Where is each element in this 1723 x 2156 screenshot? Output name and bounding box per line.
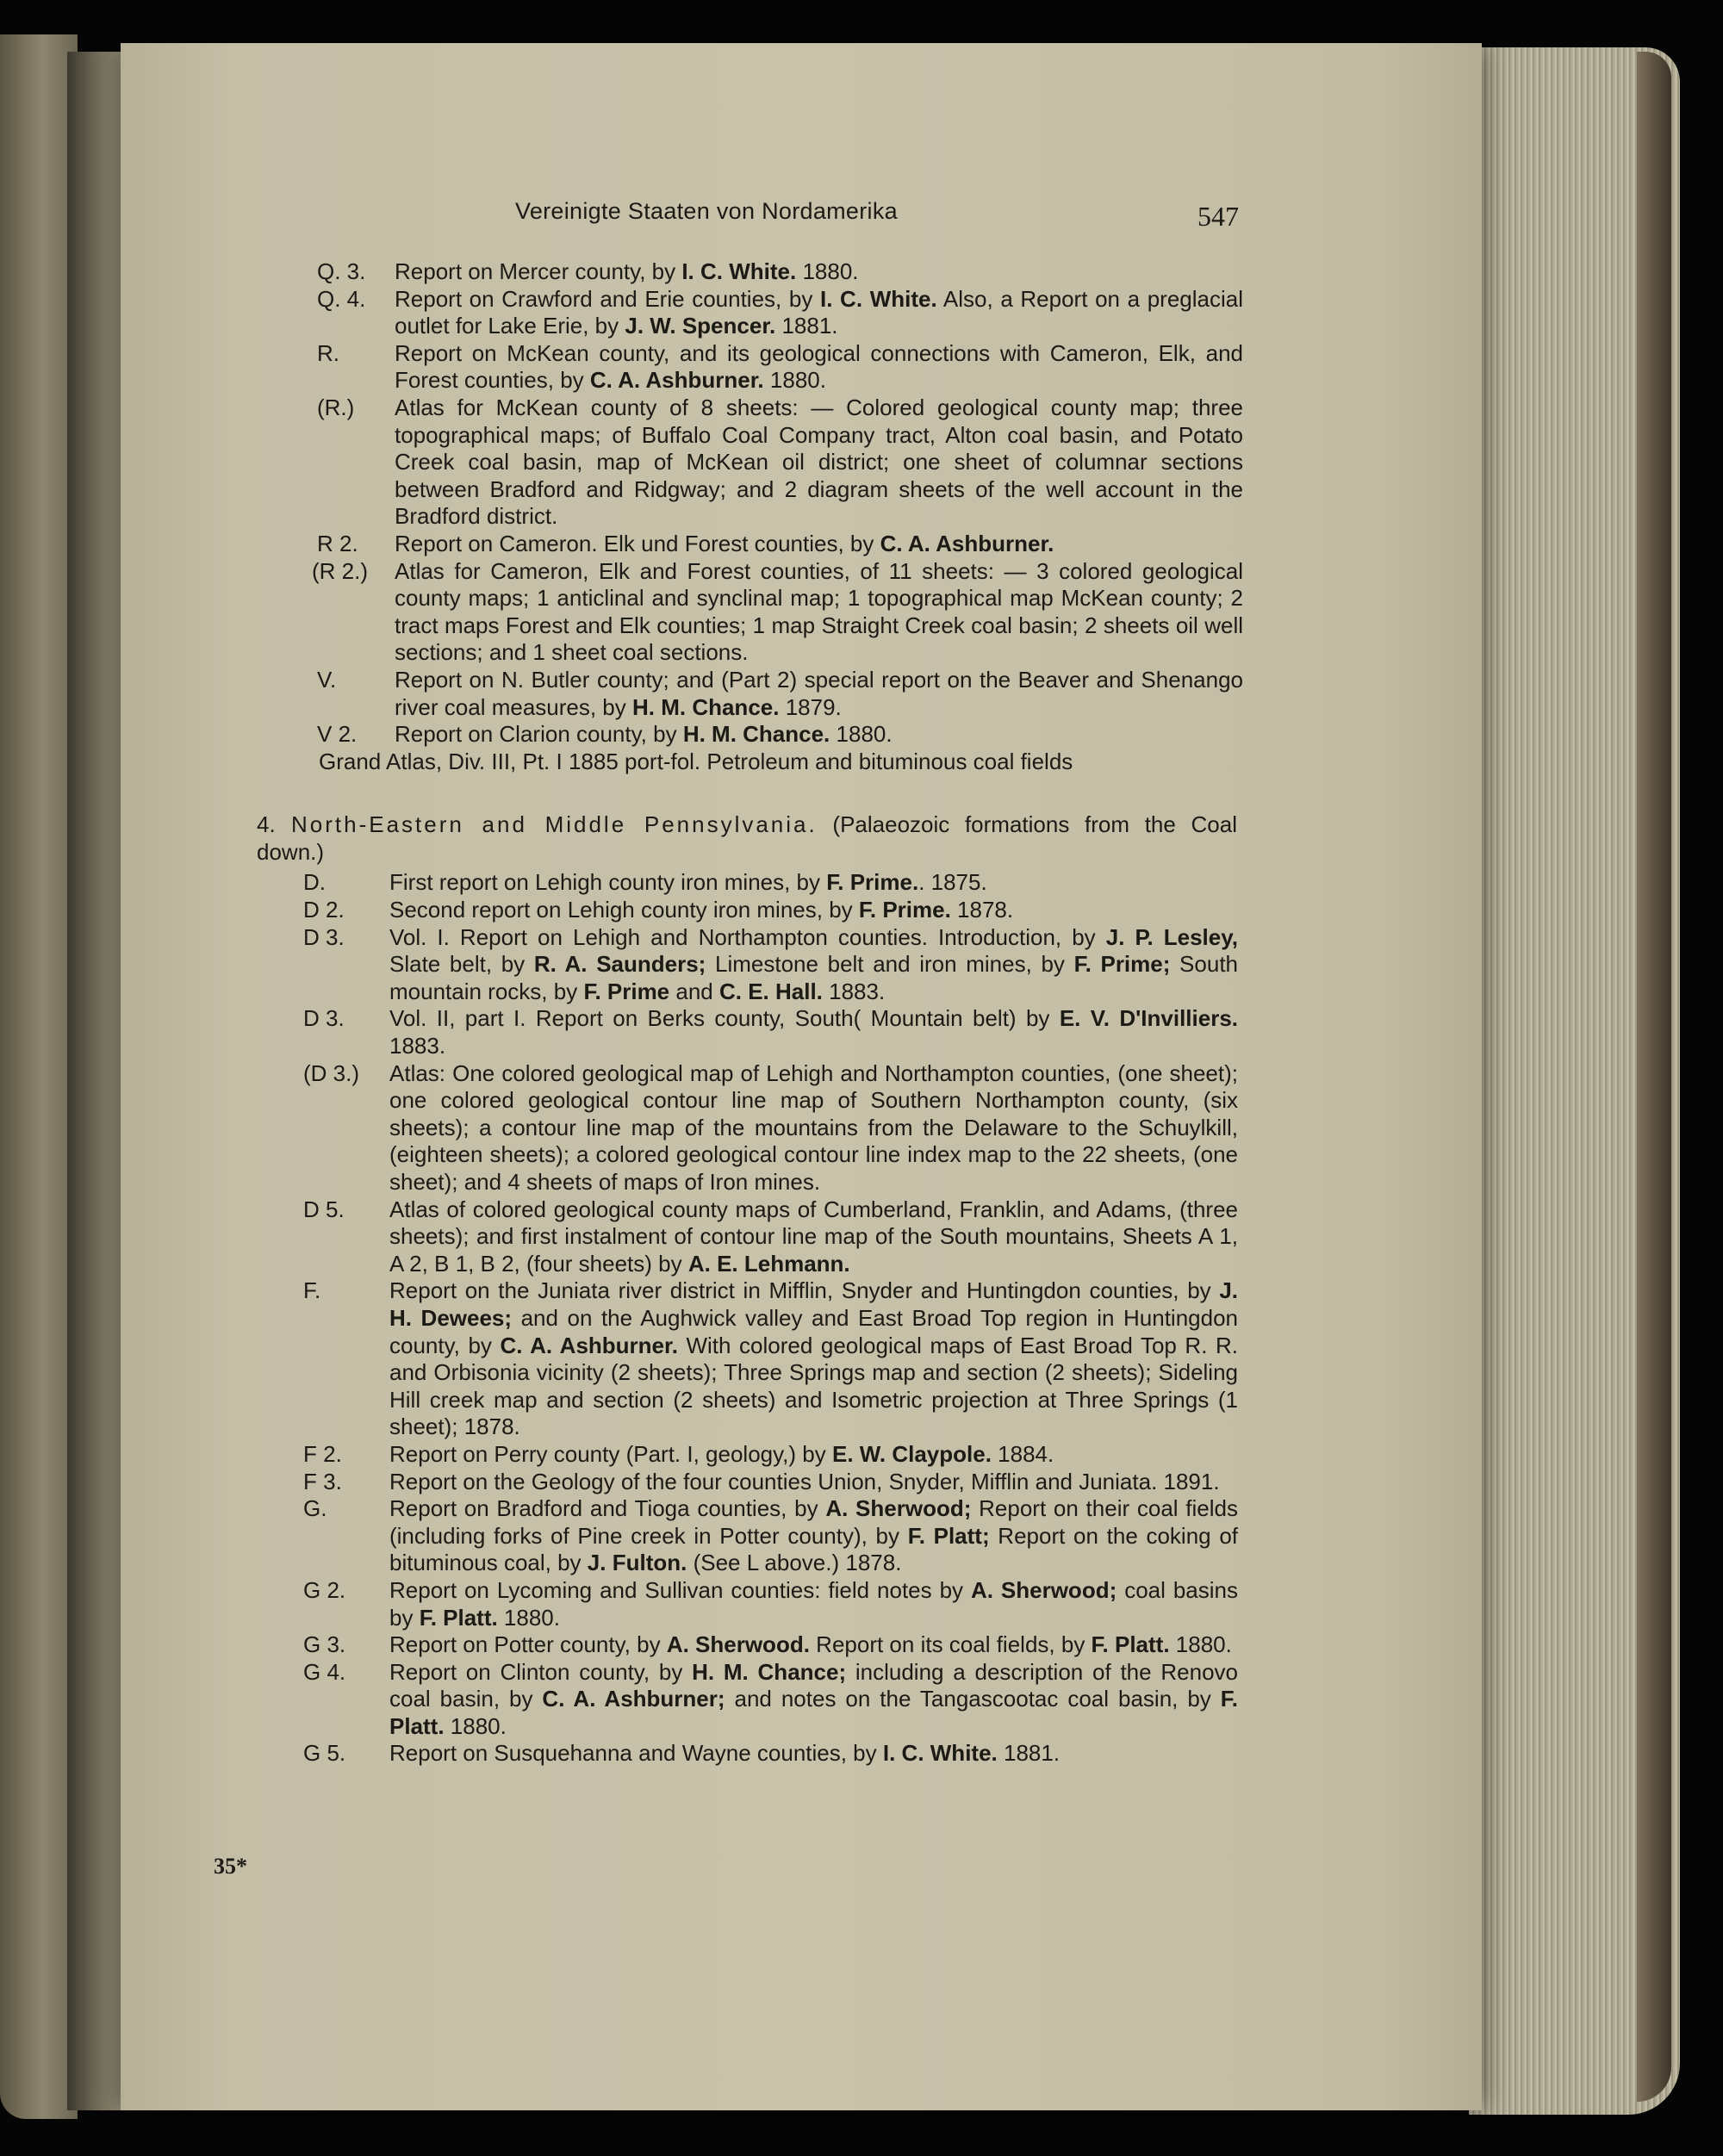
list-item [0, 924, 1258, 1006]
list-item [0, 1005, 1258, 1059]
entry-text: Atlas of colored geological county maps of Cumberland, Franklin, and Adams, (three sheets); and first instalment of contour line map of the South mountains, Sheets A 1, A 2, B 1, B 2, (four sheets) by A. E. Lehmann. [389, 1196, 1238, 1277]
section-title: North-Eastern and Middle Pennsylvania. [291, 811, 818, 838]
entry-text: First report on Lehigh county iron mines, by F. Prime.. 1875. [389, 869, 987, 896]
entry-label: (R 2.) [312, 557, 368, 584]
entry-text: Report on the Geology of the four counties Union, Snyder, Mifflin and Juniata. 1891. [389, 1468, 1220, 1494]
entry-text: Report on Susquehanna and Wayne counties, by I. C. White. 1881. [389, 1740, 1061, 1767]
entry-label: F 2. [303, 1440, 342, 1467]
entry-text: Report on N. Butler county; and (Part 2) special report on the Beaver and Shenango river coal measures, by H. M. Chance. 1879. [395, 666, 1243, 720]
entry-label: (D 3.) [303, 1059, 359, 1086]
section-northeastern-list [0, 869, 1258, 1768]
section-note: (Palaeozoic formations from the Coal down.) [257, 811, 1237, 865]
list-item [0, 1577, 1258, 1631]
entry-text: Report on Perry county (Part. I, geology,) by E. W. Claypole. 1884. [389, 1440, 1054, 1467]
list-item [0, 667, 1258, 721]
entry-label: G 4. [303, 1658, 346, 1685]
entry-label: D. [303, 869, 326, 896]
list-item [0, 1631, 1258, 1659]
list-item [0, 1060, 1258, 1196]
list-item [0, 531, 1258, 558]
entry-label: (R.) [317, 394, 355, 420]
entry-label: G. [303, 1495, 327, 1522]
entry-text: Report on Potter county, by A. Sherwood. Report on its coal fields, by F. Platt. 1880. [389, 1631, 1232, 1658]
list-item [0, 897, 1258, 924]
list-item [0, 258, 1258, 286]
entry-label: D 3. [303, 923, 345, 950]
entry-label: G 5. [303, 1740, 346, 1767]
list-item [0, 1196, 1258, 1278]
entry-label: V. [317, 666, 337, 693]
list-item [0, 1469, 1258, 1496]
list-item [0, 395, 1258, 531]
grand-atlas-line: Grand Atlas, Div. III, Pt. I 1885 port-fol. Petroleum and bituminous coal fields [319, 748, 1073, 774]
list-item [0, 1740, 1258, 1768]
list-item [0, 340, 1258, 395]
entry-text: Report on McKean county, and its geological connections with Cameron, Elk, and Forest counties, by C. A. Ashburner. 1880. [395, 339, 1243, 394]
entry-text: Vol. I. Report on Lehigh and Northampton counties. Introduction, by J. P. Lesley, Slate belt, by R. A. Saunders; Limestone belt and iron mines, by F. Prime; South mountain rocks, by F. Prime and C. E. Hall. 1883. [389, 923, 1239, 1004]
entry-label: D 2. [303, 897, 345, 923]
entry-label: R. [317, 339, 339, 366]
running-title: Vereinigte Staaten von Nordamerika [515, 198, 898, 224]
book-fore-edge [1637, 52, 1671, 2102]
entry-text: Atlas for McKean county of 8 sheets: — Colored geological county map; three topographical maps; of Buffalo Coal Company tract, Alton coal basin, and Potato Creek coal basin, map of McKean oil district; one sheet of columnar sections between Bradford and Ridgway; and 2 diagram sheets of the well account in the Bradford district. [395, 394, 1243, 530]
page-body [0, 258, 1258, 1768]
entry-text: Second report on Lehigh county iron mines, by F. Prime. 1878. [389, 897, 1014, 923]
entry-label: Q. 4. [317, 285, 366, 312]
entry-label: D 3. [303, 1005, 345, 1032]
list-item [0, 1495, 1258, 1577]
entry-text: Report on Bradford and Tioga counties, by A. Sherwood; Report on their coal fields (including forks of Pine creek in Potter county), by F. Platt; Report on the coking of bituminous coal, by J. Fulton. (See L above.) 1878. [389, 1495, 1238, 1576]
entry-label: G 2. [303, 1576, 346, 1603]
entry-text: Report on Cameron. Elk und Forest counties, by C. A. Ashburner. [395, 530, 1054, 556]
entry-label: Q. 3. [317, 258, 366, 284]
list-item [0, 869, 1258, 897]
entry-label: D 5. [303, 1196, 345, 1222]
list-item [0, 1659, 1258, 1741]
section-number: 4. [257, 811, 276, 838]
entry-label: R 2. [317, 530, 358, 556]
signature-mark: 35* [214, 1854, 247, 1879]
entry-text: Report on Clarion county, by H. M. Chance. 1880. [395, 721, 893, 748]
entry-label: F. [303, 1277, 321, 1304]
entry-text: Report on Clinton county, by H. M. Chance; including a description of the Renovo coal basin, by C. A. Ashburner; and notes on the Tangascootac coal basin, by F. Platt. 1880. [389, 1658, 1238, 1739]
entry-text: Report on the Juniata river district in Mifflin, Snyder and Huntingdon counties, by J. H. Dewees; and on the Aughwick valley and East Broad Top region in Huntingdon county, by C. A. Ashburner. With colored geological maps of East Broad Top R. R. and Orbisonia vicinity (2 sheets); Three Springs map and section (2 sheets); Sideling Hill creek map and section (2 sheets) and Isometric projection at Three Springs (1 sheet); 1878. [389, 1277, 1238, 1440]
entry-text: Atlas for Cameron, Elk and Forest counties, of 11 sheets: — 3 colored geological county maps; 1 anticlinal and synclinal map; 1 topographical map McKean county; 2 tract maps Forest and Elk counties; 1 map Straight Creek coal basin; 2 sheets oil well sections; and 1 sheet coal sections. [395, 557, 1243, 666]
entry-text: Vol. II, part I. Report on Berks county, South( Mountain belt) by E. V. D'Invilliers. 1883. [389, 1005, 1239, 1059]
list-item [0, 721, 1258, 749]
entry-label: F 3. [303, 1468, 342, 1494]
section-heading [257, 811, 1237, 866]
entry-label: V 2. [317, 721, 358, 748]
list-item [0, 1441, 1258, 1469]
page-number: 547 [1197, 201, 1239, 232]
list-item [0, 286, 1258, 340]
section-western-list [0, 258, 1258, 775]
entry-label: G 3. [303, 1631, 346, 1658]
entry-text: Report on Mercer county, by I. C. White. 1880. [395, 258, 859, 284]
entry-text: Atlas: One colored geological map of Lehigh and Northampton counties, (one sheet); one colored geological contour line map of Southern Northampton county, (six sheets); a contour line map of the mountains from the Delaware to the Schuylkill, (eighteen sheets); a colored geological contour line index map to the 22 sheets, (one sheet); and 4 sheets of maps of Iron mines. [389, 1059, 1238, 1195]
list-item [0, 558, 1258, 667]
list-item [0, 1277, 1258, 1441]
entry-text: Report on Lycoming and Sullivan counties: field notes by A. Sherwood; coal basins by F. Platt. 1880. [389, 1576, 1238, 1631]
entry-text: Report on Crawford and Erie counties, by I. C. White. Also, a Report on a preglacial outlet for Lake Erie, by J. W. Spencer. 1881. [395, 285, 1243, 339]
